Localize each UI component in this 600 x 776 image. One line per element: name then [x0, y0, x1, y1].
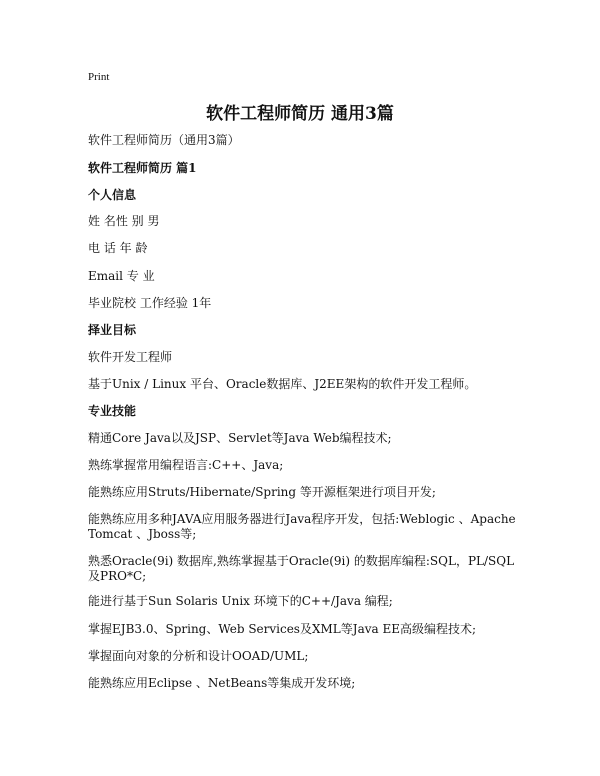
skill-line-oracle: 熟悉Oracle(9i) 数据库,熟练掌握基于Oracle(9i) 的数据库编程:SQL，PL/SQL及PRO*C; — [88, 554, 515, 583]
info-line-phone-age: 电 话 年 龄 — [88, 241, 148, 255]
subtitle-line: 软件工程师简历（通用3篇） — [88, 133, 240, 147]
info-line-email-major: Email 专 业 — [88, 269, 155, 283]
section-heading-resume-1: 软件工程师简历 篇1 — [88, 161, 197, 175]
section-heading-skills: 专业技能 — [88, 404, 137, 418]
print-label: Print — [88, 71, 110, 83]
document-title: 软件工程师简历 通用3篇 — [206, 104, 394, 124]
skill-line-app-servers: 能熟练应用多种JAVA应用服务器进行Java程序开发，包括:Weblogic 、Apache Tomcat 、Jboss等; — [88, 512, 516, 541]
skill-line-ejb: 掌握EJB3.0、Spring、Web Services及XML等Java EE高级编程技术; — [88, 622, 477, 636]
skill-line-java-web: 精通Core Java以及JSP、Servlet等Java Web编程技术; — [88, 431, 392, 445]
objective-line-description: 基于Unix / Linux 平台、Oracle数据库、J2EE架构的软件开发工程师。 — [88, 377, 477, 391]
skill-line-unix: 能进行基于Sun Solaris Unix 环境下的C++/Java 编程; — [88, 594, 393, 608]
skill-line-ide: 能熟练应用Eclipse 、NetBeans等集成开发环境; — [88, 676, 356, 690]
skill-line-ooad: 掌握面向对象的分析和设计OOAD/UML; — [88, 649, 309, 663]
info-line-school-experience: 毕业院校 工作经验 1年 — [88, 296, 212, 310]
skill-line-frameworks: 能熟练应用Struts/Hibernate/Spring 等开源框架进行项目开发; — [88, 485, 436, 499]
section-heading-career-objective: 择业目标 — [88, 323, 137, 337]
info-line-name-gender: 姓 名性 别 男 — [88, 214, 160, 228]
objective-line-title: 软件开发工程师 — [88, 350, 173, 364]
section-heading-personal-info: 个人信息 — [88, 188, 137, 202]
skill-line-languages: 熟练掌握常用编程语言:C++、Java; — [88, 458, 284, 472]
